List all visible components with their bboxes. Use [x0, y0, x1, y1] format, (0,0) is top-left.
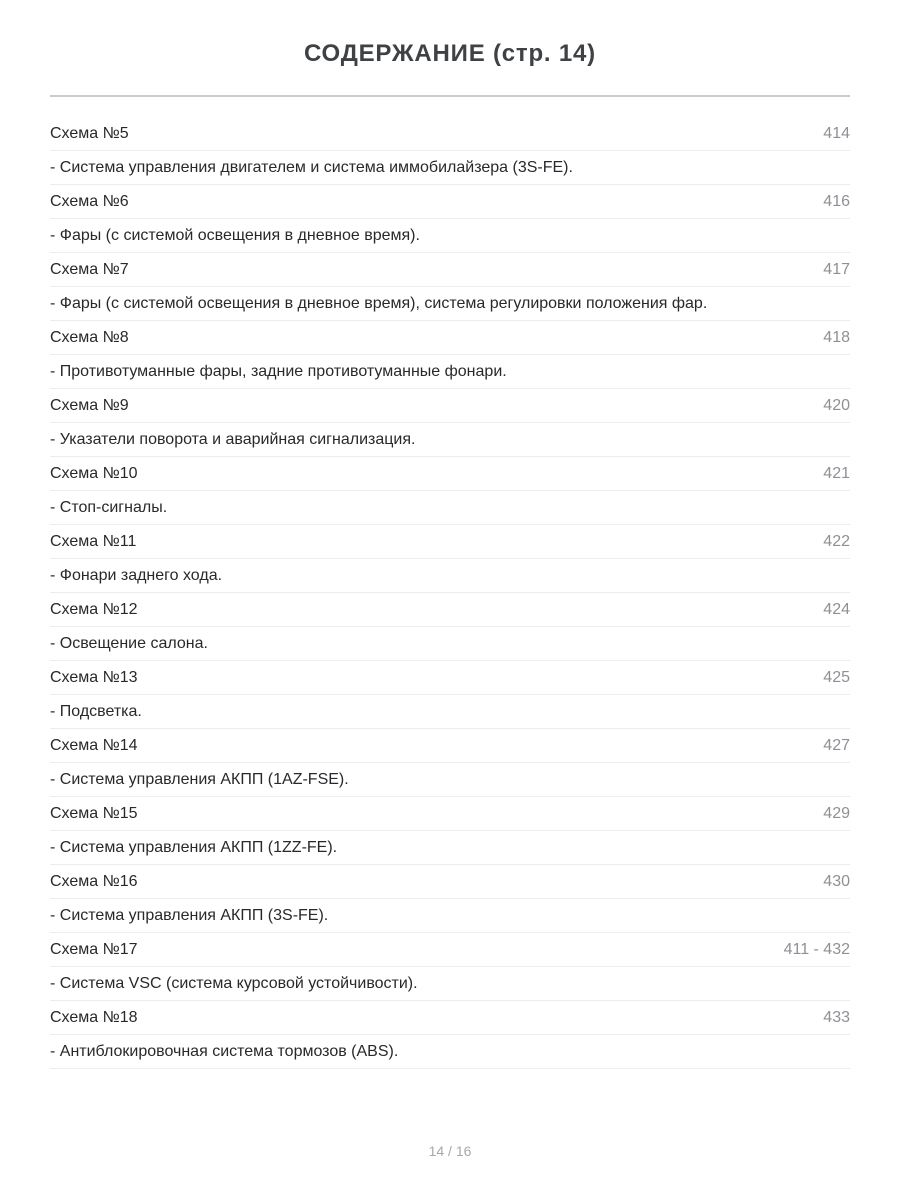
- toc-entry-page-number: 427: [823, 736, 850, 754]
- toc-entry-description-row: [50, 627, 850, 661]
- toc-entry-title-row: [50, 729, 850, 763]
- toc-entry: [50, 185, 850, 253]
- toc-entry-page-number: 429: [823, 804, 850, 822]
- toc-entry-description-row: [50, 219, 850, 253]
- toc-entry-description: - Подсветка.: [50, 702, 142, 720]
- toc-entry-description: - Стоп-сигналы.: [50, 498, 168, 516]
- toc-entry-description-row: [50, 151, 850, 185]
- toc-entry: [50, 865, 850, 933]
- toc-entry-description-row: [50, 559, 850, 593]
- toc-entry-description-row: [50, 899, 850, 933]
- toc-entry-description: - Фары (с системой освещения в дневное время).: [50, 226, 420, 244]
- toc-entry-description: - Антиблокировочная система тормозов (ABS).: [50, 1042, 399, 1060]
- toc-entry: [50, 117, 850, 185]
- toc-entry: [50, 1001, 850, 1069]
- toc-entry-page-number: 425: [823, 668, 850, 686]
- toc-entry-description: - Указатели поворота и аварийная сигнализация.: [50, 430, 416, 448]
- toc-entry-label: Схема №14: [50, 736, 138, 754]
- page-indicator: 14 / 16: [428, 1143, 472, 1159]
- toc-entry-label: Схема №12: [50, 600, 138, 618]
- toc-entry-page-number: 418: [823, 328, 850, 346]
- toc-entry: [50, 525, 850, 593]
- toc-entry: [50, 729, 850, 797]
- toc-entry-label: Схема №18: [50, 1008, 138, 1026]
- toc-entry-page-number: 417: [823, 260, 850, 278]
- toc-entry-title-row: [50, 797, 850, 831]
- toc-entry: [50, 661, 850, 729]
- toc-entry-description-row: [50, 831, 850, 865]
- toc-entry-page-number: 421: [823, 464, 850, 482]
- page-title: СОДЕРЖАНИЕ (стр. 14): [304, 40, 596, 67]
- toc-entry-label: Схема №10: [50, 464, 138, 482]
- toc-entry-description-row: [50, 491, 850, 525]
- toc-entry-description: - Система управления двигателем и система иммобилайзера (3S-FE).: [50, 158, 573, 176]
- toc-entry-page-number: 411 - 432: [783, 940, 850, 958]
- toc-entry-description: - Освещение салона.: [50, 634, 208, 652]
- toc-entry-label: Схема №9: [50, 396, 129, 414]
- toc-entry-title-row: [50, 1001, 850, 1035]
- toc-entry-description-row: [50, 1035, 850, 1069]
- toc-entry-title-row: [50, 525, 850, 559]
- toc-entry-description: - Система управления АКПП (1ZZ-FE).: [50, 838, 338, 856]
- toc-entry-label: Схема №5: [50, 124, 129, 142]
- toc-entry: [50, 253, 850, 321]
- toc-entry: [50, 321, 850, 389]
- toc-entry-label: Схема №16: [50, 872, 138, 890]
- toc-entry-description: - Система VSC (система курсовой устойчивости).: [50, 974, 418, 992]
- toc-entry-label: Схема №15: [50, 804, 138, 822]
- toc-entry-title-row: [50, 457, 850, 491]
- toc-entry-page-number: 420: [823, 396, 850, 414]
- toc-entry-description-row: [50, 763, 850, 797]
- toc-entry: [50, 933, 850, 1001]
- toc-entry-title-row: [50, 321, 850, 355]
- toc-entry-label: Схема №7: [50, 260, 129, 278]
- toc-entry: [50, 593, 850, 661]
- toc-entry: [50, 389, 850, 457]
- toc-entry-title-row: [50, 593, 850, 627]
- toc-entry-page-number: 414: [823, 124, 850, 142]
- toc-entry-page-number: 433: [823, 1008, 850, 1026]
- toc-entry-title-row: [50, 389, 850, 423]
- toc-entry-title-row: [50, 117, 850, 151]
- toc-entry: [50, 457, 850, 525]
- toc-entry-description: - Фары (с системой освещения в дневное время), система регулировки положения фар.: [50, 294, 708, 312]
- toc-entry-title-row: [50, 933, 850, 967]
- toc-entry-title-row: [50, 661, 850, 695]
- toc-entry-description-row: [50, 423, 850, 457]
- toc-entry: [50, 797, 850, 865]
- toc-entry-label: Схема №11: [50, 532, 137, 550]
- toc-entry-description: - Противотуманные фары, задние противотуманные фонари.: [50, 362, 507, 380]
- toc-entry-label: Схема №13: [50, 668, 138, 686]
- toc-entry-page-number: 416: [823, 192, 850, 210]
- toc-entry-title-row: [50, 865, 850, 899]
- toc-entry-label: Схема №17: [50, 940, 138, 958]
- toc-list: [50, 97, 850, 1069]
- toc-entry-description-row: [50, 967, 850, 1001]
- toc-entry-description: - Система управления АКПП (1AZ-FSE).: [50, 770, 349, 788]
- toc-entry-description: - Система управления АКПП (3S-FE).: [50, 906, 329, 924]
- toc-entry-title-row: [50, 253, 850, 287]
- toc-entry-page-number: 424: [823, 600, 850, 618]
- toc-entry-description-row: [50, 355, 850, 389]
- toc-entry-label: Схема №6: [50, 192, 129, 210]
- toc-entry-label: Схема №8: [50, 328, 129, 346]
- toc-entry-title-row: [50, 185, 850, 219]
- toc-entry-description-row: [50, 287, 850, 321]
- toc-entry-description: - Фонари заднего хода.: [50, 566, 223, 584]
- toc-entry-page-number: 430: [823, 872, 850, 890]
- toc-entry-page-number: 422: [823, 532, 850, 550]
- toc-entry-description-row: [50, 695, 850, 729]
